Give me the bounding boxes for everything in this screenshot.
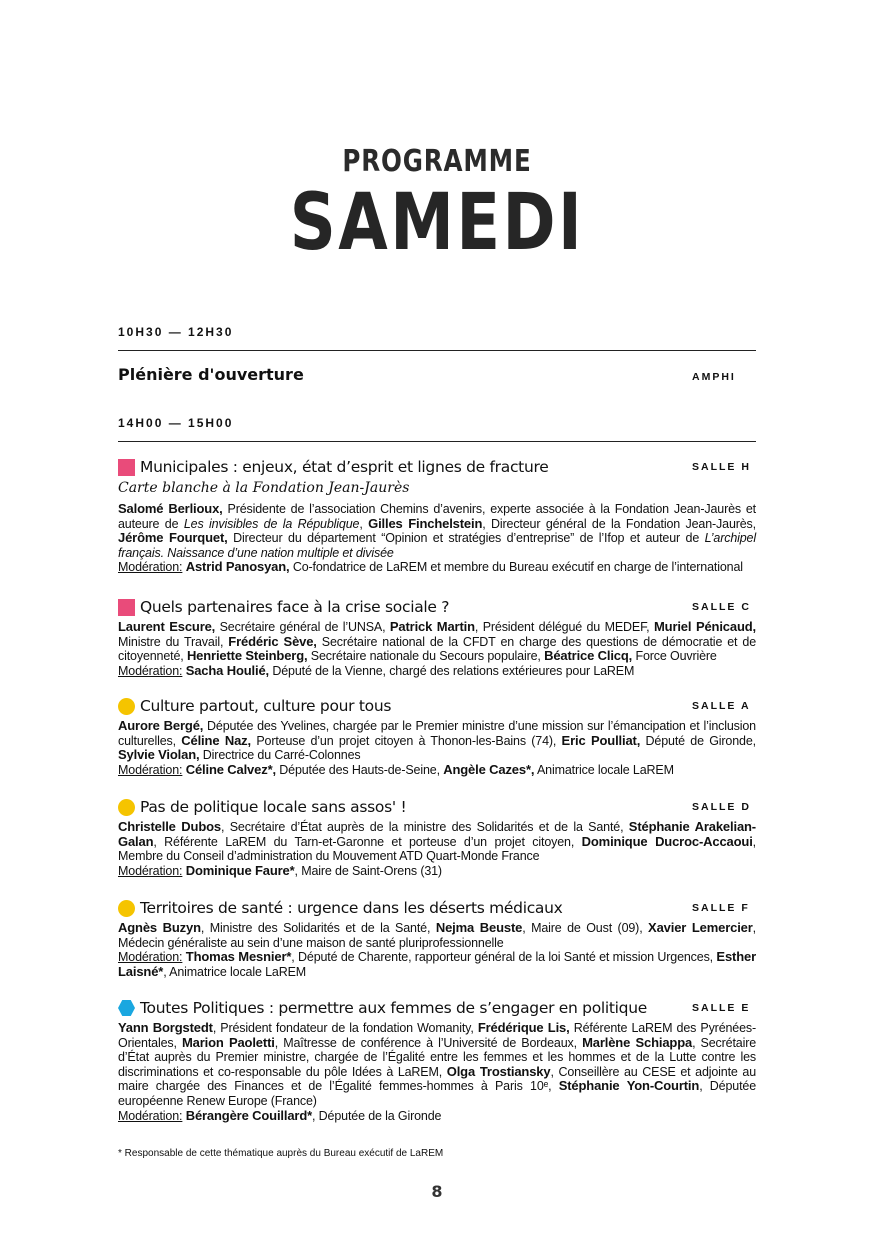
speakers-paragraph [118,719,756,777]
yellow-circle-icon [118,900,135,917]
moderation-label: Modération: [118,762,183,777]
session-partenaires [118,596,756,678]
speaker-name: Agnès Buzyn [118,920,201,935]
moderator-name: Bérangère Couillard* [185,1107,313,1123]
speaker-role: , Secrétaire d’État auprès de la ministre des Solidarités et de la Santé, [220,820,629,834]
speaker-name: Nejma Beuste [435,920,523,935]
room-label-amphi: AMPHI [692,371,736,383]
session-title: Municipales : enjeux, état d’esprit et lignes de fracture [140,458,549,476]
moderator-name: Angèle Cazes*, [443,761,535,777]
footnote: * Responsable de cette thématique auprès du Bureau exécutif de LaREM [118,1148,444,1159]
moderator-role: , Animatrice locale LaREM [163,964,307,979]
session-femmes [118,997,756,1123]
session-subtitle: Carte blanche à la Fondation Jean-Jaurès [118,480,410,496]
speaker-role: Député de Gironde, [640,733,756,748]
speaker-name: Marlène Schiappa [582,1034,693,1050]
room-label: SALLE A [692,700,751,712]
pink-square-icon [118,459,135,476]
moderator-role: , Député de Charente, rapporteur général de la loi Santé et mission Urgences, [291,950,717,965]
moderator-role: , Maire de Saint-Orens (31) [294,863,442,878]
session-culture [118,695,756,777]
speaker-role: Ministre du Travail, [118,634,229,649]
book-title: Les invisibles de la République [183,516,360,531]
plenary-title: Plénière d'ouverture [118,365,304,384]
speaker-name: Salomé Berlioux, [118,501,223,516]
session-header [118,897,756,919]
moderation-label: Modération: [118,1108,183,1123]
moderator-name: Astrid Panosyan, [185,559,290,575]
moderator-role: Co-fondatrice de LaREM et membre du Bureau exécutif en charge de l’international [289,560,743,575]
room-label: SALLE F [692,902,750,914]
speaker-role: , Ministre des Solidarités et de la Santé, [200,921,436,935]
speaker-role: , Médecin généraliste au sein d’une maison de santé pluriprofessionnelle [118,921,756,950]
speaker-name: Laurent Escure, [118,619,216,634]
separator: , [359,516,369,531]
pink-square-icon [118,599,135,616]
moderator-role: Animatrice locale LaREM [534,762,674,777]
speaker-name: Patrick Martin [389,619,475,634]
speaker-name: Aurore Bergé, [118,718,204,733]
speaker-role: Porteuse d’un projet citoyen à Thonon-les-Bains (74), [251,733,562,748]
page-number: 8 [431,1182,443,1201]
speaker-name: Yann Borgstedt [118,1020,213,1035]
session-header [118,997,756,1019]
divider [118,350,756,351]
speaker-role: Référente LaREM des Pyrénées-Orientales, [118,1021,757,1050]
speaker-role: , Référente LaREM du Tarn-et-Garonne et porteuse d’un projet citoyen, [153,834,582,849]
speaker-role: Secrétaire général de l’UNSA, [215,620,390,634]
speakers-paragraph [118,921,756,979]
moderation-label: Modération: [118,663,183,678]
speaker-name: Olga Trostiansky [446,1063,551,1079]
speaker-name: Frédérique Lis, [477,1020,570,1035]
session-municipales [118,456,756,575]
moderator-name: Céline Calvez*, [185,761,276,777]
timeslot-morning: 10H30 — 12H30 [118,325,234,339]
speaker-role: , Membre du Conseil d’administration du Mouvement ATD Quart-Monde France [118,834,756,864]
header-kicker: PROGRAMME [342,144,532,179]
speaker-name: Xavier Lemercier [648,920,753,935]
session-header [118,695,756,717]
yellow-circle-icon [118,799,135,816]
yellow-circle-icon [118,698,135,715]
speaker-name: Céline Naz, [181,732,251,748]
speaker-name: Sylvie Violan, [118,747,200,763]
speaker-role: , Président délégué du MEDEF, [474,620,654,634]
page-title: SAMEDI [289,178,585,268]
session-assos [118,796,756,878]
speaker-role: Directeur du département “Opinion et stratégies d’entreprise” de l’Ifop et auteur de [227,531,705,546]
moderator-role: , Députée de la Gironde [312,1108,442,1123]
speaker-name: Stéphanie Yon-Courtin [558,1078,700,1094]
moderation-label: Modération: [118,950,183,965]
session-title: Territoires de santé : urgence dans les déserts médicaux [140,899,563,917]
speaker-role: Force Ouvrière [632,649,717,664]
speaker-name: Jérôme Fourquet, [118,530,228,546]
divider [118,441,756,442]
speaker-role: Députée des Yvelines, chargée par le Premier ministre d’une mission sur l’émancipation et l’inclusion culturelles, [118,719,756,748]
moderator-role: Députée des Hauts-de-Seine, [275,762,444,777]
session-header [118,456,756,478]
speaker-name: Béatrice Clicq, [544,648,633,664]
blue-hexagon-icon [118,1000,135,1017]
speakers-paragraph [118,502,756,575]
speaker-name: Muriel Pénicaud, [653,619,757,634]
moderator-name: Dominique Faure* [185,862,295,878]
session-title: Quels partenaires face à la crise sociale ? [140,598,450,616]
speakers-paragraph [118,1021,756,1123]
speaker-name: Frédéric Sève, [228,633,317,649]
speaker-role: , Députée européenne Renew Europe (France) [118,1079,757,1108]
room-label: SALLE C [692,601,751,613]
speaker-name: Christelle Dubos [118,819,221,834]
speaker-name: Gilles Finchelstein [368,515,483,531]
moderation-label: Modération: [118,560,183,575]
speakers-paragraph [118,820,756,878]
speaker-role: Secrétaire national de la CFDT en charge des questions de démocratie et de citoyenneté, [118,634,756,664]
speaker-role: , Secrétaire d’État auprès du Premier ministre, chargée de l’Égalité entre les femmes et les hommes et de la Lutte contre les discriminations et co-responsable du pôle Idées à LaREM, [118,1035,757,1079]
session-header [118,596,756,618]
speaker-name: Dominique Ducroc-Accaoui [581,833,753,849]
speaker-name: Marion Paoletti [181,1034,275,1050]
room-label: SALLE H [692,461,751,473]
session-title: Toutes Politiques : permettre aux femmes de s’engager en politique [140,999,647,1017]
moderator-name: Thomas Mesnier* [185,949,292,965]
session-header [118,796,756,818]
speaker-name: Henriette Steinberg, [186,648,308,664]
session-title: Culture partout, culture pour tous [140,697,392,715]
speaker-role: Secrétaire nationale du Secours populaire, [307,649,545,664]
timeslot-afternoon: 14H00 — 15H00 [118,416,234,430]
speaker-name: Stéphanie Arakelian-Galan [118,819,756,849]
speaker-role: , Président fondateur de la fondation Womanity, [212,1021,478,1035]
book-title: L’archipel français. Naissance d’une nation multiple et divisée [118,531,756,560]
speaker-role: Présidente de l’association Chemins d’avenirs, experte associée à la Fondation Jean-Jaurès et auteure de [118,502,756,531]
speaker-role: , Directeur général de la Fondation Jean-Jaurès, [482,516,756,531]
room-label: SALLE D [692,801,751,813]
speaker-role: , Maire de Oust (09), [522,921,649,935]
session-sante [118,897,756,979]
room-label: SALLE E [692,1002,751,1014]
speaker-role: Directrice du Carré-Colonnes [199,748,361,763]
moderation-label: Modération: [118,863,183,878]
moderator-name: Esther Laisné* [118,949,756,979]
moderator-name: Sacha Houlié, [185,662,270,678]
speaker-name: Eric Poulliat, [561,732,641,748]
speakers-paragraph [118,620,756,678]
moderator-role: Député de la Vienne, chargé des relations extérieures pour LaREM [269,663,635,678]
session-title: Pas de politique locale sans assos' ! [140,798,407,816]
speaker-role: , Maîtresse de conférence à l’Université de Bordeaux, [274,1035,583,1050]
speaker-role: , Conseillère au CESE et adjointe au maire chargée des Finances et de l’Égalité femmes-hommes à Paris 10ᵉ, [118,1064,756,1094]
